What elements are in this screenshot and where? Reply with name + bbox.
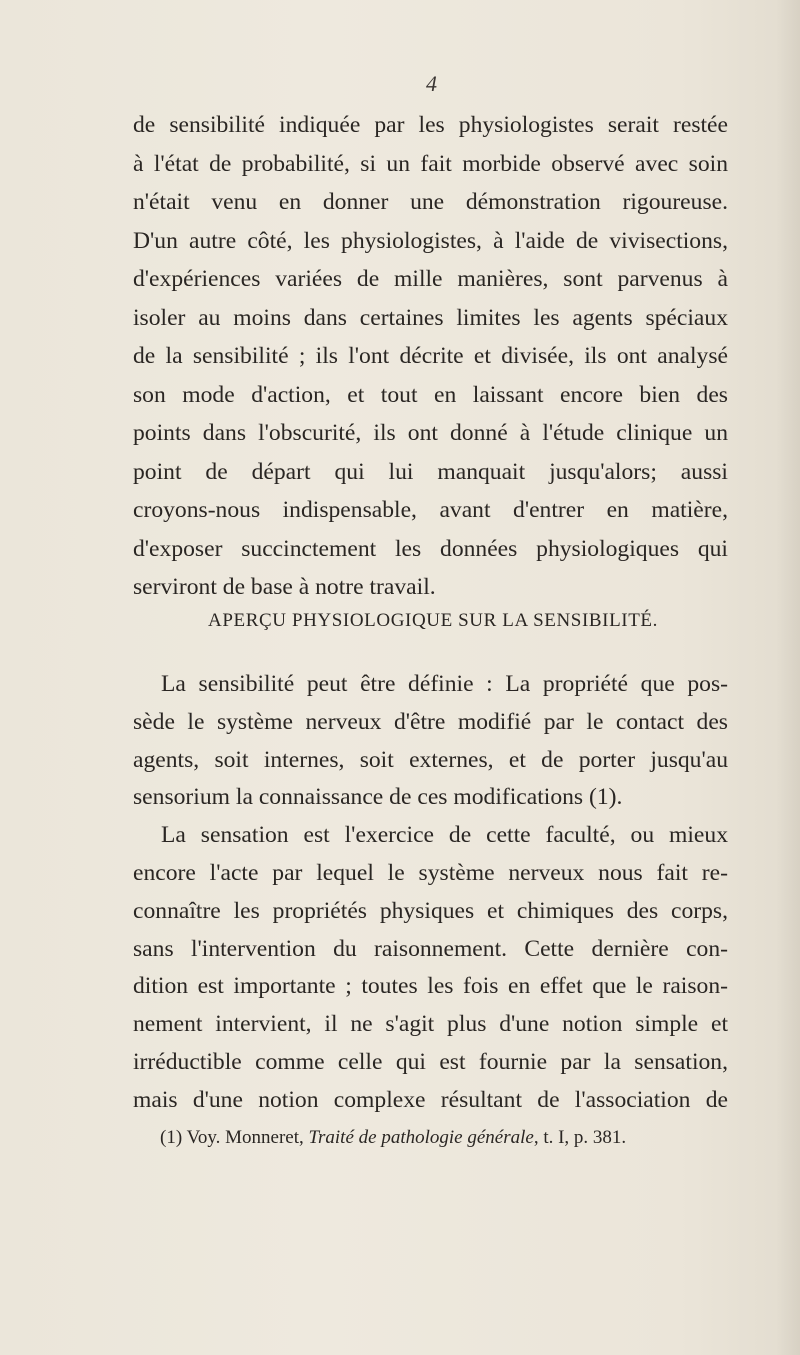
text-line: croyons-nous indispensable, avant d'entrer en matière,	[133, 497, 728, 523]
text-line: agents, soit internes, soit externes, et de porter jusqu'au	[133, 746, 728, 773]
text-line: sans l'intervention du raisonnement. Cette dernière con-	[133, 935, 728, 962]
text-line: La sensation est l'exercice de cette faculté, ou mieux	[161, 822, 728, 849]
text-line: de sensibilité indiquée par les physiologistes serait restée	[133, 112, 728, 138]
text-line: D'un autre côté, les physiologistes, à l'aide de vivisections,	[133, 227, 728, 254]
text-line: isoler au moins dans certaines limites les agents spéciaux	[133, 304, 728, 331]
paragraph-opening	[133, 106, 728, 607]
text-line: son mode d'action, et tout en laissant encore bien des	[133, 381, 728, 408]
text-line: serviront de base à notre travail.	[133, 574, 436, 600]
paragraph-definition	[133, 666, 728, 1120]
footnote-marker: (1)	[160, 1127, 183, 1148]
text-line: d'expériences variées de mille manières, sont parvenus à	[133, 266, 728, 292]
text-line: n'était venu en donner une démonstration rigoureuse.	[133, 189, 728, 215]
text-line: point de départ qui lui manquait jusqu'alors; aussi	[133, 458, 728, 485]
footnote-title: Traité de pathologie générale	[308, 1127, 534, 1148]
text-line: points dans l'obscurité, ils ont donné à l'étude clinique un	[133, 420, 728, 446]
page-edge-shadow	[776, 0, 800, 1355]
section-heading: APERÇU PHYSIOLOGIQUE SUR LA SENSIBILITÉ.	[208, 610, 658, 631]
text-line: connaître les propriétés physiques et chimiques des corps,	[133, 897, 728, 924]
text-line: irréductible comme celle qui est fournie par la sensation,	[133, 1048, 728, 1075]
text-line: nement intervient, il ne s'agit plus d'une notion simple et	[133, 1011, 728, 1038]
text-line: à l'état de probabilité, si un fait morbide observé avec soin	[133, 150, 728, 177]
text-line: de la sensibilité ; ils l'ont décrite et divisée, ils ont analysé	[133, 343, 728, 369]
text-line: mais d'une notion complexe résultant de l'association de	[133, 1086, 728, 1113]
text-line: dition est importante ; toutes les fois en effet que le raison-	[133, 973, 728, 1000]
text-line: sensorium la connaissance de ces modifications (1).	[133, 784, 623, 811]
text-line: La sensibilité peut être définie : La propriété que pos-	[161, 671, 728, 697]
footnote	[160, 1127, 626, 1149]
page-number: 4	[426, 71, 437, 96]
footnote-reference: , t. I, p. 381.	[533, 1127, 627, 1148]
text-line: sède le système nerveux d'être modifié par le contact des	[133, 708, 728, 735]
text-line: encore l'acte par lequel le système nerveux nous fait re-	[133, 859, 728, 886]
footnote-author: Voy. Monneret,	[186, 1127, 304, 1148]
text-line: d'exposer succinctement les données physiologiques qui	[133, 535, 728, 562]
